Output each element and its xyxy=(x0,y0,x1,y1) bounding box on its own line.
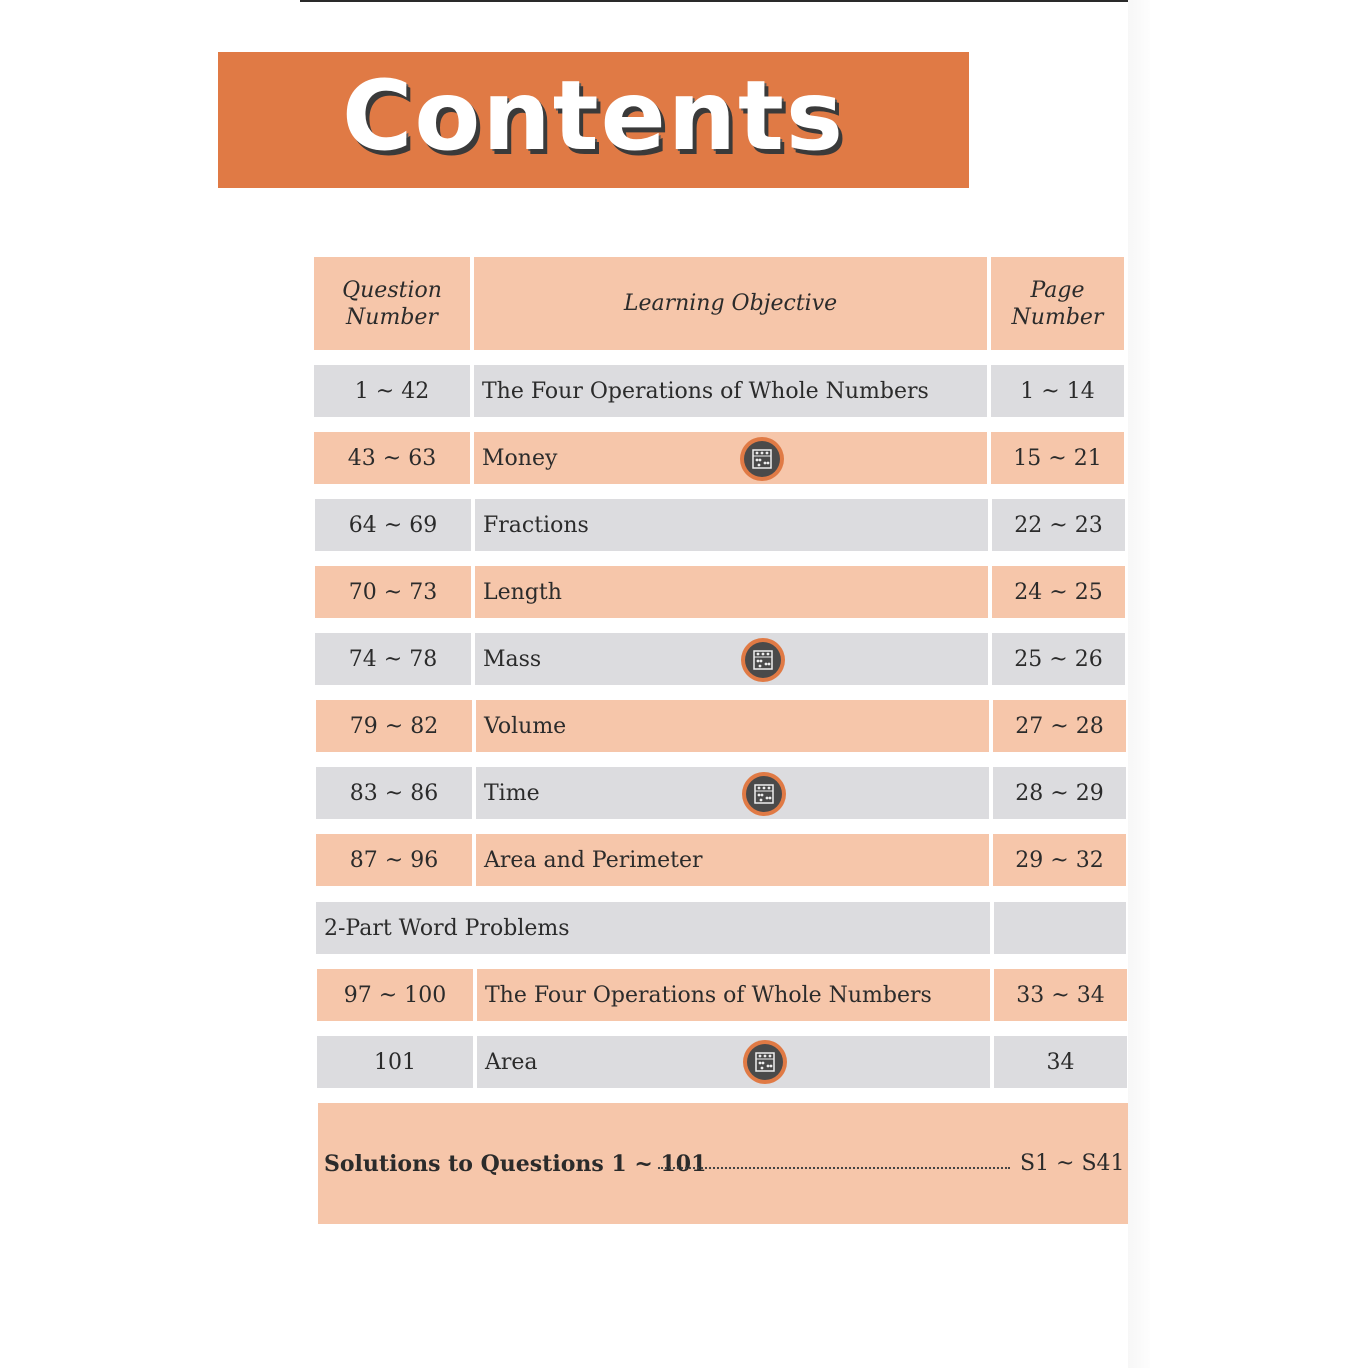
page-number-cell: 24 ~ 25 xyxy=(992,566,1125,618)
question-number-cell: 1 ~ 42 xyxy=(314,365,470,417)
page-number-cell: 15 ~ 21 xyxy=(991,432,1124,484)
page-number-cell: 1 ~ 14 xyxy=(991,365,1124,417)
header-page-number xyxy=(991,257,1124,350)
page-title: Contents xyxy=(341,60,846,172)
header-page-line1: Page xyxy=(1030,277,1085,303)
learning-objective-cell: Mass xyxy=(475,633,988,685)
question-number-cell: 97 ~ 100 xyxy=(317,969,473,1021)
abacus-icon xyxy=(740,437,784,481)
learning-objective-cell: Area and Perimeter xyxy=(476,834,989,886)
question-number-cell: 79 ~ 82 xyxy=(316,700,472,752)
page-number-cell: 28 ~ 29 xyxy=(993,767,1126,819)
learning-objective-cell: Volume xyxy=(476,700,989,752)
learning-objective-cell: The Four Operations of Whole Numbers xyxy=(474,365,987,417)
top-rule xyxy=(300,0,1150,2)
header-question-line1: Question xyxy=(342,277,442,303)
solutions-label: Solutions to Questions 1 ~ 101 xyxy=(324,1151,707,1177)
header-page-line2: Number xyxy=(1011,304,1104,330)
learning-objective-cell: Time xyxy=(476,767,989,819)
question-number-cell: 74 ~ 78 xyxy=(315,633,471,685)
page-number-cell: 34 xyxy=(994,1036,1127,1088)
abacus-icon xyxy=(742,772,786,816)
abacus-icon xyxy=(743,1040,787,1084)
section-label-cell: 2-Part Word Problems xyxy=(316,902,990,954)
learning-objective-cell: Area xyxy=(477,1036,990,1088)
solutions-pages: S1 ~ S41 xyxy=(1020,1151,1125,1176)
page-number-cell: 22 ~ 23 xyxy=(992,499,1125,551)
question-number-cell: 43 ~ 63 xyxy=(314,432,470,484)
header-question-line2: Number xyxy=(346,304,438,330)
header-question-number xyxy=(314,257,470,350)
page-number-cell: 29 ~ 32 xyxy=(993,834,1126,886)
page-number-cell: 25 ~ 26 xyxy=(992,633,1125,685)
learning-objective-cell: The Four Operations of Whole Numbers xyxy=(477,969,990,1021)
dot-leader xyxy=(658,1167,1010,1169)
learning-objective-cell: Fractions xyxy=(475,499,988,551)
section-page-cell xyxy=(994,902,1126,954)
learning-objective-cell: Length xyxy=(475,566,988,618)
question-number-cell: 83 ~ 86 xyxy=(316,767,472,819)
question-number-cell: 87 ~ 96 xyxy=(316,834,472,886)
page-number-cell: 27 ~ 28 xyxy=(993,700,1126,752)
page-shadow xyxy=(1128,0,1150,1368)
header-learning-objective xyxy=(474,257,987,350)
page-margin xyxy=(1150,0,1368,1368)
page-number-cell: 33 ~ 34 xyxy=(994,969,1127,1021)
abacus-icon xyxy=(741,638,785,682)
contents-banner xyxy=(218,52,969,188)
question-number-cell: 64 ~ 69 xyxy=(315,499,471,551)
solutions-row xyxy=(318,1103,1128,1224)
question-number-cell: 70 ~ 73 xyxy=(315,566,471,618)
question-number-cell: 101 xyxy=(317,1036,473,1088)
header-learning-objective-label: Learning Objective xyxy=(623,291,838,316)
learning-objective-cell: Money xyxy=(474,432,987,484)
